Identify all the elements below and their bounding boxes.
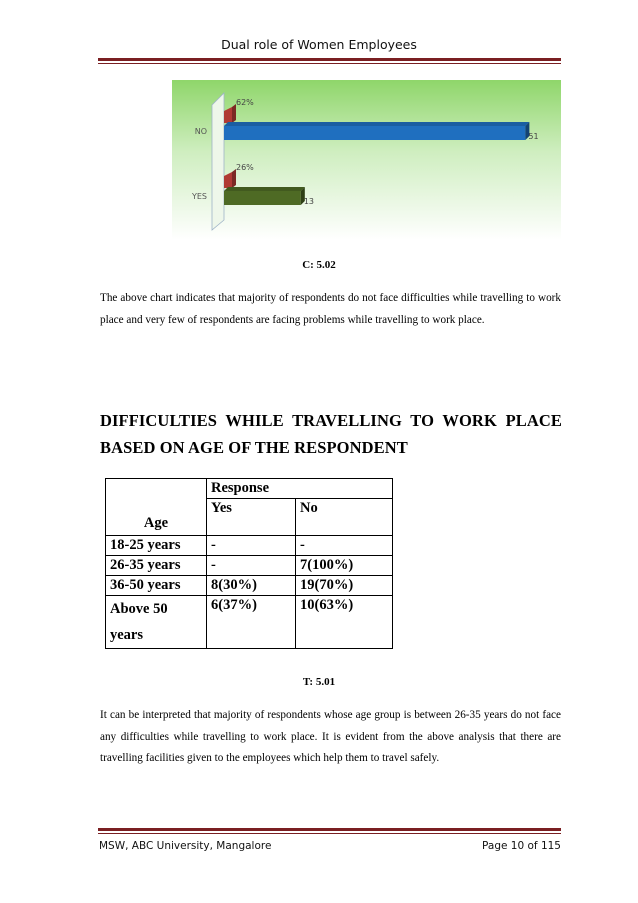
category-label: YES — [191, 192, 207, 201]
chart-side-wall — [212, 93, 224, 230]
count-bar-top — [224, 122, 529, 126]
percentage-label: 26% — [236, 163, 254, 172]
no-cell: 7(100%) — [296, 556, 393, 576]
age-header-cell: Age — [106, 479, 207, 536]
yes-header-cell: Yes — [207, 499, 296, 536]
table-caption: T: 5.01 — [302, 676, 336, 688]
yes-cell: - — [207, 556, 296, 576]
header-rule-thin — [98, 63, 561, 64]
count-bar-top — [224, 187, 305, 191]
age-response-table — [105, 478, 393, 649]
no-cell: 10(63%) — [296, 596, 393, 649]
chart-background — [172, 80, 561, 240]
table-header-row — [106, 479, 393, 499]
response-header-cell: Response — [207, 479, 393, 499]
count-bar — [224, 126, 525, 140]
age-cell: 18-25 years — [106, 536, 207, 556]
table-row — [106, 596, 393, 649]
age-cell: Above 50 years — [106, 596, 207, 649]
paragraph-chart-interpretation: The above chart indicates that majority of respondents do not face difficulties while travelling to work place and very few of respondents are facing problems while travelling to work place. — [100, 292, 561, 326]
table-row — [106, 556, 393, 576]
paragraph-table-interpretation: It can be interpreted that majority of respondents whose age group is between 26-35 years do not face any difficulties while travelling to work place. It is evident from the above analysis that there are travelling facilities given to the employees which help them to travel safely. — [100, 709, 561, 764]
section-heading: DIFFICULTIES WHILE TRAVELLING TO WORK PLACE BASED ON AGE OF THE RESPONDENT — [100, 411, 562, 457]
table-row — [106, 536, 393, 556]
footer-rule-thin — [98, 833, 561, 834]
header-rule-thick — [98, 58, 561, 61]
yes-cell: 6(37%) — [207, 596, 296, 649]
category-label: NO — [194, 127, 207, 136]
no-cell: - — [296, 536, 393, 556]
no-cell: 19(70%) — [296, 576, 393, 596]
footer-institution: MSW, ABC University, Mangalore — [99, 840, 272, 852]
age-cell: 26-35 years — [106, 556, 207, 576]
count-bar — [224, 191, 301, 205]
table-row — [106, 576, 393, 596]
bar-chart — [172, 80, 561, 240]
footer-page-number: Page 10 of 115 — [482, 840, 561, 852]
footer-rule-thick — [98, 828, 561, 831]
yes-cell: - — [207, 536, 296, 556]
figure-caption: C: 5.02 — [302, 259, 336, 271]
percentage-label: 62% — [236, 98, 254, 107]
bar-chart-svg — [172, 80, 561, 240]
count-label: 13 — [303, 197, 315, 206]
yes-cell: 8(30%) — [207, 576, 296, 596]
no-header-cell: No — [296, 499, 393, 536]
age-cell: 36-50 years — [106, 576, 207, 596]
count-label: 51 — [528, 132, 539, 141]
page-header-title: Dual role of Women Employees — [221, 37, 417, 52]
